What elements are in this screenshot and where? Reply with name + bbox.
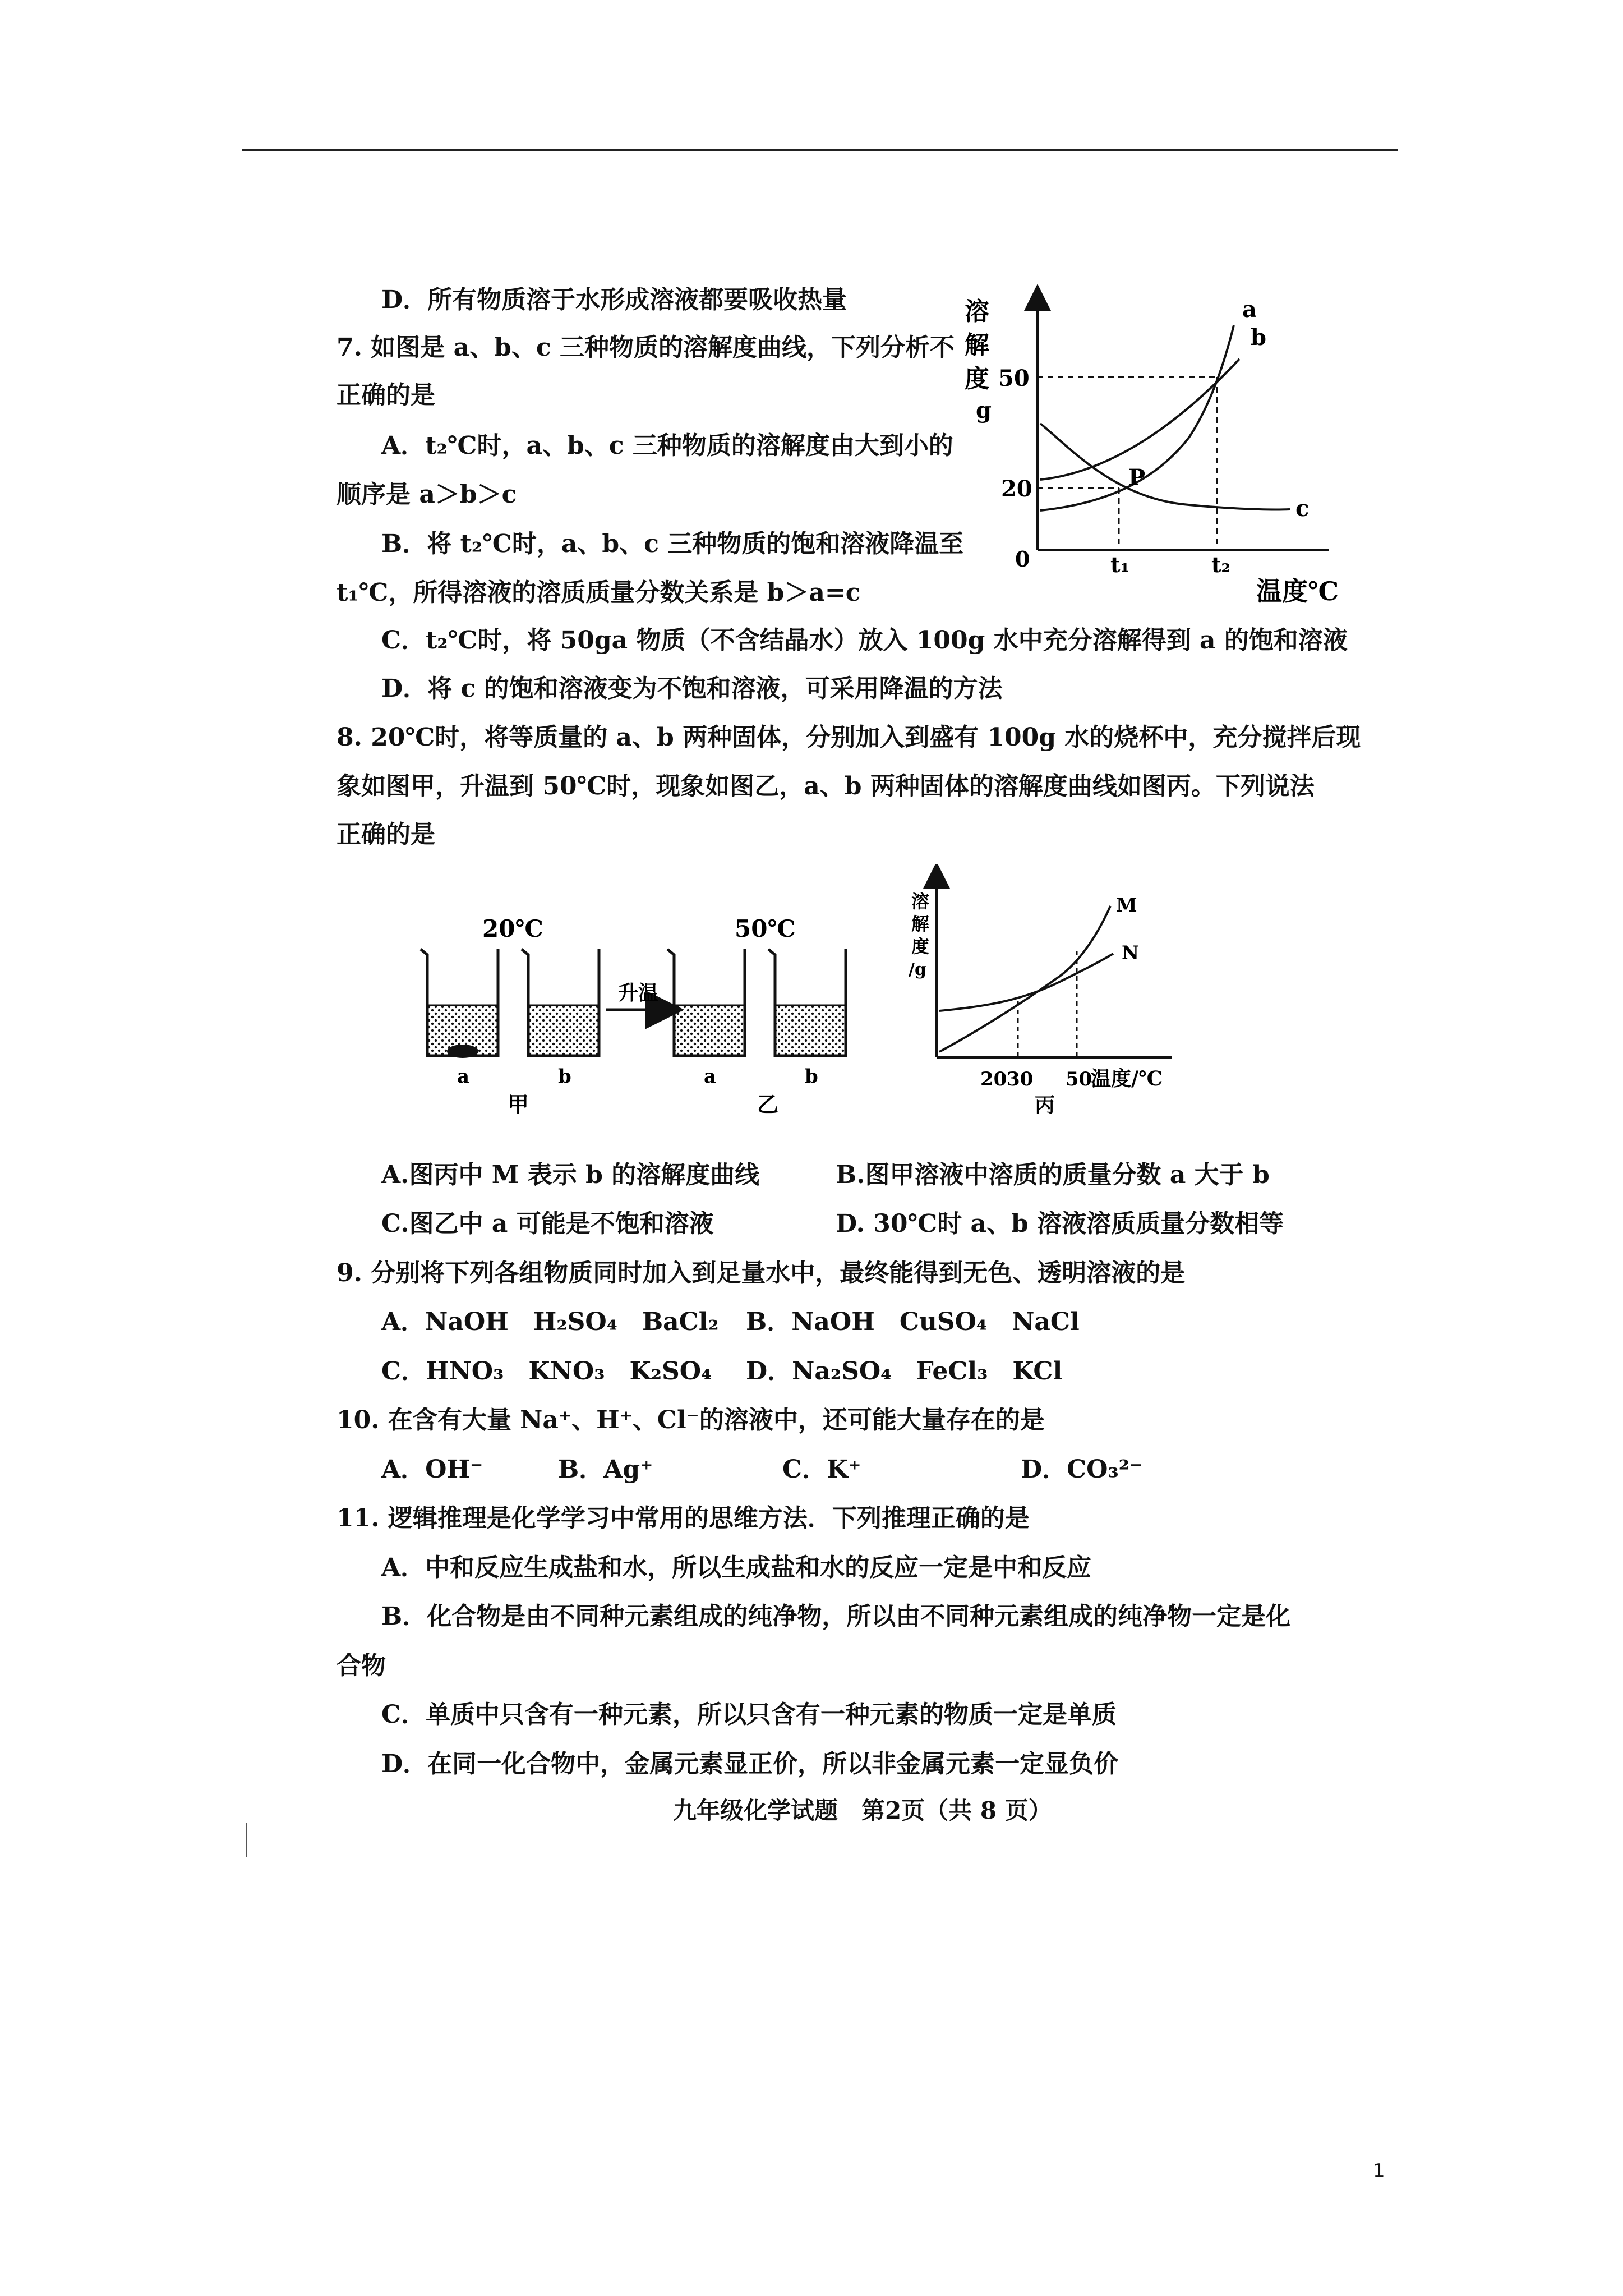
q9-option-b: B．NaOH CuSO₄ NaCl: [746, 1308, 1080, 1336]
q7-option-d: D．将 c 的饱和溶液变为不饱和溶液，可采用降温的方法: [381, 674, 1003, 703]
q8-option-c: C.图乙中 a 可能是不饱和溶液: [381, 1209, 714, 1238]
q7-ytick-20: 20: [1001, 476, 1032, 502]
q8-option-b: B.图甲溶液中溶质的质量分数 a 大于 b: [836, 1161, 1270, 1189]
q8-xtick-30: 30: [1007, 1068, 1034, 1091]
q7-stem-line2: 正确的是: [336, 381, 435, 409]
q8-xtick-20: 20: [980, 1068, 1007, 1091]
beaker-label-4: b: [805, 1065, 818, 1088]
scan-mark: [246, 1823, 247, 1857]
q7-option-b-line2: t₁℃，所得溶液的溶质质量分数关系是 b＞a=c: [336, 578, 861, 607]
caption-yi: 乙: [757, 1092, 779, 1117]
q8-curve-m: [939, 906, 1110, 1052]
beaker-label-3: a: [704, 1065, 717, 1088]
q8-stem-line1: 8. 20℃时，将等质量的 a、b 两种固体，分别加入到盛有 100g 水的烧杯中，充分搅拌后现: [336, 723, 1361, 752]
q10-option-d: D．CO₃²⁻: [1021, 1455, 1143, 1484]
q8-ylabel-3: /g: [909, 960, 926, 979]
q7-option-c: C．t₂℃时，将 50ga 物质（不含结晶水）放入 100g 水中充分溶解得到 a 的饱和溶液: [381, 626, 1348, 655]
q8-temp-50: 50℃: [735, 915, 796, 942]
q7-option-b-line1: B．将 t₂℃时，a、b、c 三种物质的饱和溶液降温至: [381, 530, 964, 558]
q8-ylabel-1: 解: [911, 913, 930, 935]
q8-option-d: D. 30℃时 a、b 溶液溶质质量分数相等: [836, 1209, 1284, 1238]
q8-beakers-figure: [404, 914, 886, 1128]
q7-ytick-50: 50: [998, 365, 1030, 392]
q7-xtick-t2: t₂: [1211, 552, 1231, 577]
q8-curve-n: [939, 954, 1113, 1011]
q8-solubility-graph: [892, 864, 1206, 1133]
beaker-b-20: [522, 949, 599, 1056]
beaker-label-2: b: [558, 1065, 571, 1088]
q8-xlabel: 温度/℃: [1091, 1067, 1163, 1091]
q7-label-a: a: [1242, 296, 1257, 323]
heat-label: 升温: [618, 981, 659, 1005]
q7-curve-c: [1040, 424, 1290, 509]
q11-option-d: D．在同一化合物中，金属元素显正价，所以非金属元素一定显负价: [381, 1750, 1119, 1778]
q7-label-b: b: [1251, 324, 1266, 351]
q9-option-c: C．HNO₃ KNO₃ K₂SO₄: [381, 1357, 712, 1386]
q10-stem: 10. 在含有大量 Na⁺、H⁺、Cl⁻的溶液中，还可能大量存在的是: [336, 1406, 1045, 1434]
q8-label-n: N: [1122, 942, 1140, 964]
q8-xtick-50: 50: [1066, 1068, 1092, 1091]
q8-temp-20: 20℃: [482, 915, 543, 942]
q7-ylabel-3: g: [976, 397, 992, 424]
q11-stem: 11. 逻辑推理是化学学习中常用的思维方法．下列推理正确的是: [336, 1504, 1030, 1533]
q8-stem-line2: 象如图甲，升温到 50℃时，现象如图乙，a、b 两种固体的溶解度曲线如图丙。下列说法: [336, 772, 1315, 800]
q11-option-c: C．单质中只含有一种元素，所以只含有一种元素的物质一定是单质: [381, 1700, 1117, 1729]
q7-solubility-graph: [948, 280, 1352, 617]
q7-xlabel: 温度℃: [1256, 576, 1339, 606]
q9-stem: 9. 分别将下列各组物质同时加入到足量水中，最终能得到无色、透明溶液的是: [336, 1259, 1186, 1287]
beaker-label-1: a: [457, 1065, 470, 1088]
caption-jia: 甲: [508, 1092, 529, 1117]
q7-label-c: c: [1295, 495, 1310, 522]
page-number: 1: [1373, 2160, 1385, 2182]
q8-stem-line3: 正确的是: [336, 820, 435, 849]
page-footer: 九年级化学试题 第2页（共 8 页）: [673, 1797, 1052, 1824]
q11-option-a: A．中和反应生成盐和水，所以生成盐和水的反应一定是中和反应: [381, 1553, 1092, 1582]
q9-option-d: D．Na₂SO₄ FeCl₃ KCl: [746, 1357, 1063, 1386]
q7-stem-line1: 7. 如图是 a、b、c 三种物质的溶解度曲线，下列分析不: [336, 333, 955, 362]
q8-ylabel-0: 溶: [911, 891, 930, 912]
q10-option-c: C．K⁺: [782, 1455, 861, 1484]
header-rule: [242, 149, 1398, 151]
q7-origin: 0: [1015, 546, 1030, 572]
q7-xtick-t1: t₁: [1110, 552, 1130, 577]
q7-option-a-line1: A．t₂℃时，a、b、c 三种物质的溶解度由大到小的: [381, 431, 953, 460]
q7-ylabel-2: 度: [965, 365, 989, 393]
q7-option-a-line2: 顺序是 a＞b＞c: [336, 480, 517, 509]
q11-option-b-line1: B．化合物是由不同种元素组成的纯净物，所以由不同种元素组成的纯净物一定是化: [381, 1602, 1291, 1631]
q7-point-p: P: [1128, 464, 1146, 491]
q11-option-b-line2: 合物: [336, 1651, 386, 1680]
q6-option-d: D．所有物质溶于水形成溶液都要吸收热量: [381, 286, 847, 314]
beaker-b-50: [768, 949, 846, 1056]
q8-label-m: M: [1116, 894, 1137, 917]
q7-ylabel-1: 解: [965, 331, 989, 360]
q10-option-a: A．OH⁻: [381, 1455, 483, 1484]
caption-bing: 丙: [1035, 1093, 1055, 1117]
q7-ylabel-0: 溶: [965, 297, 989, 326]
q8-option-a: A.图丙中 M 表示 b 的溶解度曲线: [381, 1161, 760, 1189]
beaker-a-50: [667, 949, 745, 1056]
q8-ylabel-2: 度: [911, 936, 930, 957]
beaker-a-20: [421, 949, 498, 1058]
q9-option-a: A．NaOH H₂SO₄ BaCl₂: [381, 1308, 719, 1336]
q10-option-b: B．Ag⁺: [558, 1455, 653, 1484]
